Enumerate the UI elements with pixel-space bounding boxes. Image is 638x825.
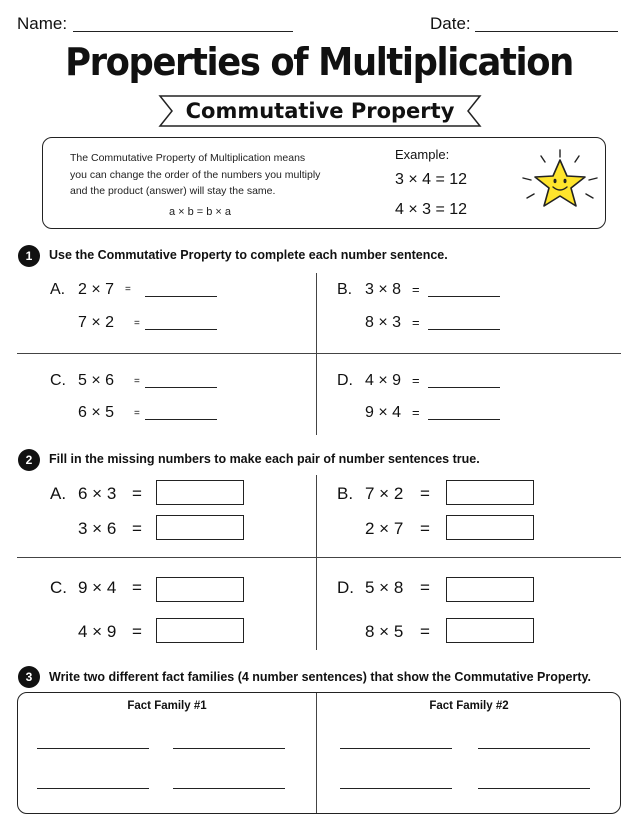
answer-line[interactable] — [428, 419, 500, 420]
item-letter: B. — [337, 484, 354, 503]
equation: 9 × 4 — [78, 578, 117, 597]
equals-sign: = — [132, 622, 142, 641]
divider — [316, 475, 317, 650]
answer-line[interactable] — [173, 748, 285, 749]
answer-line[interactable] — [340, 788, 452, 789]
page-title: Properties of Multiplication — [65, 40, 573, 84]
equation: 8 × 5 — [365, 622, 404, 641]
definition-line: and the product (answer) will stay the same. — [70, 185, 276, 197]
equation: 2 × 7 — [365, 519, 404, 538]
definition-text — [70, 150, 370, 200]
divider — [17, 557, 621, 558]
definition-line: you can change the order of the numbers you multiply — [70, 168, 321, 181]
item-letter: C. — [50, 578, 67, 597]
item-letter: C. — [50, 372, 66, 389]
question-3-prompt: Write two different fact families (4 number sentences) that show the Commutative Property. — [49, 670, 591, 684]
question-2-prompt: Fill in the missing numbers to make each pair of number sentences true. — [49, 452, 480, 466]
answer-line[interactable] — [478, 748, 590, 749]
answer-line[interactable] — [37, 748, 149, 749]
answer-box[interactable] — [446, 515, 534, 540]
question-2-number: 2 — [18, 449, 40, 471]
item-letter: A. — [50, 281, 66, 298]
item-letter: B. — [337, 281, 353, 298]
answer-line[interactable] — [340, 748, 452, 749]
question-1-number: 1 — [18, 245, 40, 267]
name-field[interactable] — [73, 31, 293, 32]
date-field[interactable] — [475, 31, 618, 32]
answer-box[interactable] — [446, 618, 534, 643]
answer-box[interactable] — [156, 577, 244, 602]
answer-line[interactable] — [428, 387, 500, 388]
equals-sign: = — [132, 519, 142, 538]
answer-box[interactable] — [156, 618, 244, 643]
equation: 5 × 6 — [78, 372, 115, 389]
equals-sign: = — [420, 578, 430, 597]
equation: 6 × 3 — [78, 484, 117, 503]
equals-sign: = — [412, 282, 420, 297]
equation: 7 × 2 — [365, 484, 404, 503]
example-label: Example: — [395, 147, 450, 162]
question-3-number: 3 — [18, 666, 40, 688]
subtitle: Commutative Property — [185, 99, 455, 123]
fact-family-1-title: Fact Family #1 — [127, 700, 207, 712]
definition-line: The Commutative Property of Multiplication means — [70, 152, 306, 164]
equals-sign: = — [412, 405, 420, 420]
equals-sign: = — [134, 318, 140, 329]
equals-sign: = — [412, 373, 420, 388]
equals-sign: = — [420, 622, 430, 641]
equals-sign: = — [420, 484, 430, 503]
item-letter: A. — [50, 484, 67, 503]
equation: 4 × 9 — [365, 372, 402, 389]
equation: 5 × 8 — [365, 578, 404, 597]
answer-line[interactable] — [145, 296, 217, 297]
equals-sign: = — [412, 315, 420, 330]
name-label: Name: — [17, 14, 68, 33]
answer-box[interactable] — [446, 480, 534, 505]
answer-line[interactable] — [428, 329, 500, 330]
example-equation: 4 × 3 = 12 — [395, 201, 468, 218]
fact-family-2-title: Fact Family #2 — [429, 700, 509, 712]
item-letter: D. — [337, 372, 353, 389]
equals-sign: = — [134, 408, 140, 419]
question-1-prompt: Use the Commutative Property to complete each number sentence. — [49, 248, 448, 262]
definition-formula: a × b = b × a — [168, 206, 232, 218]
example-equation: 3 × 4 = 12 — [395, 171, 468, 188]
answer-line[interactable] — [428, 296, 500, 297]
equation: 3 × 8 — [365, 281, 402, 298]
divider — [17, 353, 621, 354]
equals-sign: = — [125, 284, 131, 295]
equation: 4 × 9 — [78, 622, 117, 641]
answer-line[interactable] — [478, 788, 590, 789]
equals-sign: = — [420, 519, 430, 538]
equation: 2 × 7 — [78, 281, 115, 298]
date-label: Date: — [430, 14, 471, 33]
answer-box[interactable] — [156, 480, 244, 505]
answer-line[interactable] — [145, 387, 217, 388]
answer-box[interactable] — [446, 577, 534, 602]
equation: 9 × 4 — [365, 404, 402, 421]
equation: 8 × 3 — [365, 314, 402, 331]
equation: 3 × 6 — [78, 519, 117, 538]
answer-line[interactable] — [37, 788, 149, 789]
equation: 6 × 5 — [78, 404, 115, 421]
answer-line[interactable] — [145, 419, 217, 420]
equals-sign: = — [132, 578, 142, 597]
answer-line[interactable] — [173, 788, 285, 789]
answer-box[interactable] — [156, 515, 244, 540]
smiling-star-icon — [515, 148, 605, 220]
equation: 7 × 2 — [78, 314, 115, 331]
equals-sign: = — [132, 484, 142, 503]
item-letter: D. — [337, 578, 354, 597]
equals-sign: = — [134, 376, 140, 387]
answer-line[interactable] — [145, 329, 217, 330]
